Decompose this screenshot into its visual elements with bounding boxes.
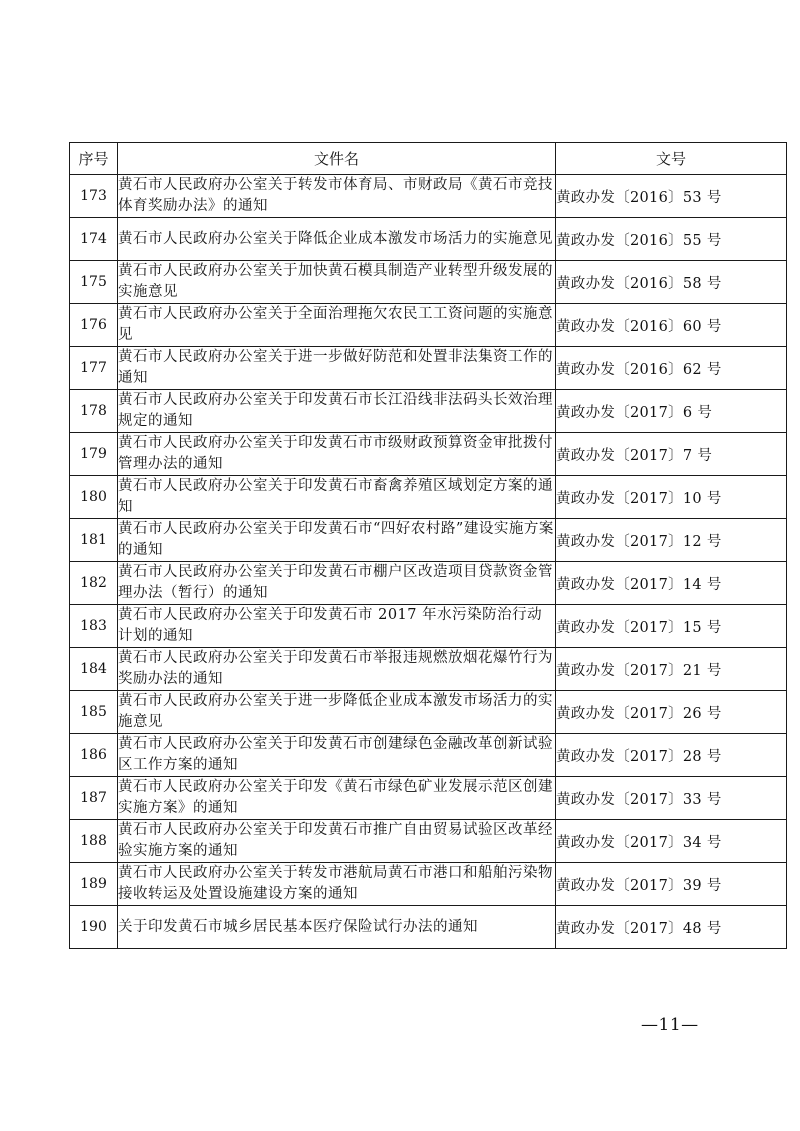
table-row — [70, 347, 787, 390]
table-row — [70, 261, 787, 304]
row-doc-number: 黄政办发〔2017〕10 号 — [556, 476, 787, 519]
table-row — [70, 562, 787, 605]
row-doc-number: 黄政办发〔2016〕55 号 — [556, 218, 787, 261]
table-row — [70, 734, 787, 777]
row-index: 185 — [70, 691, 118, 734]
row-file-name: 黄石市人民政府办公室关于进一步做好防范和处置非法集资工作的通知 — [118, 347, 556, 390]
table-row — [70, 777, 787, 820]
row-file-name: 黄石市人民政府办公室关于印发黄石市“四好农村路”建设实施方案的通知 — [118, 519, 556, 562]
row-index: 178 — [70, 390, 118, 433]
document-table — [69, 142, 787, 949]
row-index: 180 — [70, 476, 118, 519]
row-file-name: 黄石市人民政府办公室关于全面治理拖欠农民工工资问题的实施意见 — [118, 304, 556, 347]
table-row — [70, 476, 787, 519]
row-index: 177 — [70, 347, 118, 390]
row-file-name: 黄石市人民政府办公室关于印发黄石市市级财政预算资金审批拨付管理办法的通知 — [118, 433, 556, 476]
row-doc-number: 黄政办发〔2017〕14 号 — [556, 562, 787, 605]
row-doc-number: 黄政办发〔2016〕62 号 — [556, 347, 787, 390]
row-doc-number: 黄政办发〔2017〕39 号 — [556, 863, 787, 906]
row-index: 189 — [70, 863, 118, 906]
row-file-name: 黄石市人民政府办公室关于印发黄石市畜禽养殖区域划定方案的通知 — [118, 476, 556, 519]
table-row — [70, 605, 787, 648]
row-index: 183 — [70, 605, 118, 648]
row-doc-number: 黄政办发〔2017〕48 号 — [556, 906, 787, 949]
row-doc-number: 黄政办发〔2016〕58 号 — [556, 261, 787, 304]
table-row — [70, 433, 787, 476]
row-file-name: 黄石市人民政府办公室关于加快黄石模具制造产业转型升级发展的实施意见 — [118, 261, 556, 304]
row-doc-number: 黄政办发〔2017〕12 号 — [556, 519, 787, 562]
row-file-name: 关于印发黄石市城乡居民基本医疗保险试行办法的通知 — [118, 906, 556, 949]
table-row — [70, 390, 787, 433]
row-file-name: 黄石市人民政府办公室关于印发黄石市长江沿线非法码头长效治理规定的通知 — [118, 390, 556, 433]
table-row — [70, 691, 787, 734]
table-row — [70, 820, 787, 863]
row-index: 175 — [70, 261, 118, 304]
header-file-name: 文件名 — [118, 143, 556, 175]
row-doc-number: 黄政办发〔2017〕34 号 — [556, 820, 787, 863]
row-file-name: 黄石市人民政府办公室关于转发市体育局、市财政局《黄石市竞技体育奖励办法》的通知 — [118, 175, 556, 218]
row-file-name: 黄石市人民政府办公室关于印发黄石市 2017 年水污染防治行动计划的通知 — [118, 605, 556, 648]
table-body — [70, 175, 787, 949]
row-file-name: 黄石市人民政府办公室关于降低企业成本激发市场活力的实施意见 — [118, 218, 556, 261]
table-row — [70, 648, 787, 691]
table-row — [70, 906, 787, 949]
row-index: 184 — [70, 648, 118, 691]
row-doc-number: 黄政办发〔2017〕28 号 — [556, 734, 787, 777]
row-doc-number: 黄政办发〔2017〕15 号 — [556, 605, 787, 648]
table-row — [70, 519, 787, 562]
row-doc-number: 黄政办发〔2017〕21 号 — [556, 648, 787, 691]
row-file-name: 黄石市人民政府办公室关于转发市港航局黄石市港口和船舶污染物接收转运及处置设施建设方案的通知 — [118, 863, 556, 906]
row-file-name: 黄石市人民政府办公室关于进一步降低企业成本激发市场活力的实施意见 — [118, 691, 556, 734]
row-doc-number: 黄政办发〔2017〕26 号 — [556, 691, 787, 734]
row-index: 181 — [70, 519, 118, 562]
row-index: 179 — [70, 433, 118, 476]
row-doc-number: 黄政办发〔2017〕6 号 — [556, 390, 787, 433]
row-index: 190 — [70, 906, 118, 949]
row-index: 187 — [70, 777, 118, 820]
row-doc-number: 黄政办发〔2017〕33 号 — [556, 777, 787, 820]
header-doc-number: 文号 — [556, 143, 787, 175]
row-doc-number: 黄政办发〔2016〕53 号 — [556, 175, 787, 218]
row-file-name: 黄石市人民政府办公室关于印发黄石市推广自由贸易试验区改革经验实施方案的通知 — [118, 820, 556, 863]
row-doc-number: 黄政办发〔2017〕7 号 — [556, 433, 787, 476]
table-row — [70, 218, 787, 261]
table-row — [70, 304, 787, 347]
row-index: 176 — [70, 304, 118, 347]
row-file-name: 黄石市人民政府办公室关于印发黄石市创建绿色金融改革创新试验区工作方案的通知 — [118, 734, 556, 777]
table-header-row — [70, 143, 787, 175]
row-index: 173 — [70, 175, 118, 218]
page-number: —11— — [641, 1015, 699, 1035]
table-row — [70, 175, 787, 218]
row-file-name: 黄石市人民政府办公室关于印发《黄石市绿色矿业发展示范区创建实施方案》的通知 — [118, 777, 556, 820]
table-row — [70, 863, 787, 906]
row-doc-number: 黄政办发〔2016〕60 号 — [556, 304, 787, 347]
row-index: 186 — [70, 734, 118, 777]
row-index: 188 — [70, 820, 118, 863]
row-file-name: 黄石市人民政府办公室关于印发黄石市举报违规燃放烟花爆竹行为奖励办法的通知 — [118, 648, 556, 691]
row-index: 174 — [70, 218, 118, 261]
row-index: 182 — [70, 562, 118, 605]
header-index: 序号 — [70, 143, 118, 175]
row-file-name: 黄石市人民政府办公室关于印发黄石市棚户区改造项目贷款资金管理办法（暂行）的通知 — [118, 562, 556, 605]
